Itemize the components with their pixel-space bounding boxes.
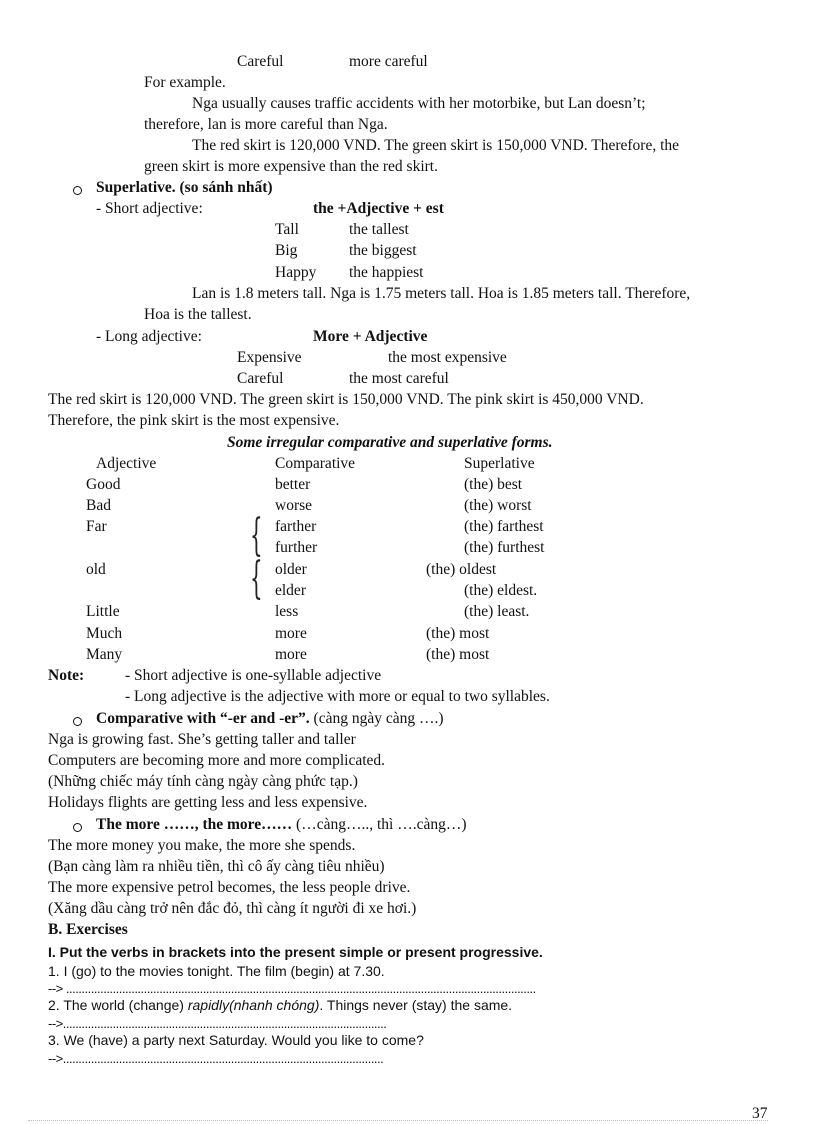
short-adj-word: Tall xyxy=(275,221,299,238)
exercise-question-2 xyxy=(48,995,512,1015)
irregular-sup: (the) most xyxy=(426,646,490,663)
long-example-line-a: The red skirt is 120,000 VND. The green skirt is 150,000 VND. The pink skirt is 450,000 VND. xyxy=(48,391,644,408)
irregular-sup: (the) worst xyxy=(464,497,532,514)
irregular-adj: old xyxy=(86,561,106,578)
comparative-er-example: Nga is growing fast. She’s getting taller and taller xyxy=(48,731,356,748)
long-adj-superlative: the most careful xyxy=(349,370,449,387)
irregular-sup: (the) oldest xyxy=(426,561,497,578)
irregular-adj: Little xyxy=(86,603,120,620)
irregular-comp: more xyxy=(275,646,307,663)
the-more-example: (Xăng dầu càng trở nên đắc đỏ, thì càng ít người đi xe hơi.) xyxy=(48,900,417,917)
exercise-question-1: 1. I (go) to the movies tonight. The film (begin) at 7.30. xyxy=(48,963,385,979)
irregular-comp: elder xyxy=(275,582,306,599)
word-careful: Careful xyxy=(237,53,284,70)
exercises-section-title: B. Exercises xyxy=(48,921,128,938)
the-more-example: The more money you make, the more she spends. xyxy=(48,837,356,854)
irregular-adj: Far xyxy=(86,518,107,535)
long-adj-word: Expensive xyxy=(237,349,302,366)
irregular-sup: (the) furthest xyxy=(464,539,545,556)
irregular-comp: worse xyxy=(275,497,313,514)
irregular-adj: Bad xyxy=(86,497,111,514)
answer-line-2[interactable]: -->........................................................................................................ xyxy=(48,1016,387,1031)
answer-line-1[interactable]: --> ....................................................................................................................................................... xyxy=(48,981,536,996)
example-1-line-a: Nga usually causes traffic accidents with her motorbike, but Lan doesn’t; xyxy=(192,95,646,112)
long-adj-word: Careful xyxy=(237,370,284,387)
comparative-er-gloss: (càng ngày càng ….) xyxy=(309,710,444,727)
short-adj-superlative: the tallest xyxy=(349,221,409,238)
irregular-comp: more xyxy=(275,625,307,642)
short-adj-word: Big xyxy=(275,242,298,259)
irregular-adj: Much xyxy=(86,625,123,642)
bullet-icon xyxy=(73,823,82,832)
bullet-icon xyxy=(73,186,82,195)
irregular-comp: further xyxy=(275,539,318,556)
irregular-sup: (the) best xyxy=(464,476,523,493)
note-label: Note: xyxy=(48,667,85,684)
answer-line-3[interactable]: -->....................................................................................................... xyxy=(48,1051,384,1066)
the-more-example: The more expensive petrol becomes, the less people drive. xyxy=(48,879,411,896)
irregular-sup: (the) most xyxy=(426,625,490,642)
example-2-line-a: The red skirt is 120,000 VND. The green skirt is 150,000 VND. Therefore, the xyxy=(192,137,680,154)
the-more-heading: The more ……, the more…… xyxy=(96,816,293,833)
long-adj-superlative: the most expensive xyxy=(388,349,507,366)
irregular-comp: less xyxy=(275,603,299,620)
q2-text-a: 2. The world (change) xyxy=(48,997,188,1013)
the-more-heading-line xyxy=(96,815,467,835)
for-example-label: For example. xyxy=(144,74,226,91)
irregular-adj: Good xyxy=(86,476,121,493)
page-number: 37 xyxy=(752,1105,768,1122)
col-header-comparative: Comparative xyxy=(275,455,356,472)
brace-icon: { xyxy=(250,553,263,604)
irregular-comp: farther xyxy=(275,518,317,535)
irregular-sup: (the) farthest xyxy=(464,518,544,535)
short-adj-superlative: the biggest xyxy=(349,242,417,259)
word-more-careful: more careful xyxy=(349,53,428,70)
comparative-er-heading: Comparative with “-er and -er”. xyxy=(96,710,310,727)
exercise-question-3: 3. We (have) a party next Saturday. Would you like to come? xyxy=(48,1032,424,1048)
long-adjective-formula: More + Adjective xyxy=(313,328,428,345)
short-adj-superlative: the happiest xyxy=(349,264,424,281)
brace-icon: { xyxy=(250,510,263,561)
exercise-instruction: I. Put the verbs in brackets into the present simple or present progressive. xyxy=(48,944,543,960)
short-adj-word: Happy xyxy=(275,264,317,281)
comparative-er-example: Holidays flights are getting less and less expensive. xyxy=(48,794,368,811)
short-example-line-a: Lan is 1.8 meters tall. Nga is 1.75 meters tall. Hoa is 1.85 meters tall. Therefore, xyxy=(192,285,691,302)
long-example-line-b: Therefore, the pink skirt is the most expensive. xyxy=(48,412,340,429)
irregular-adj: Many xyxy=(86,646,123,663)
comparative-er-example: Computers are becoming more and more complicated. xyxy=(48,752,386,769)
irregular-comp: older xyxy=(275,561,307,578)
col-header-superlative: Superlative xyxy=(464,455,535,472)
the-more-example: (Bạn càng làm ra nhiều tiền, thì cô ấy càng tiêu nhiều) xyxy=(48,858,385,875)
irregular-forms-title: Some irregular comparative and superlative forms. xyxy=(227,434,553,451)
short-example-line-b: Hoa is the tallest. xyxy=(144,306,252,323)
note-line-1: - Short adjective is one-syllable adjective xyxy=(125,667,382,684)
col-header-adjective: Adjective xyxy=(96,455,157,472)
short-adjective-formula: the +Adjective + est xyxy=(313,200,444,217)
irregular-sup: (the) eldest. xyxy=(464,582,538,599)
irregular-comp: better xyxy=(275,476,311,493)
the-more-gloss: (…càng….., thì ….càng…) xyxy=(292,816,467,833)
short-adjective-label: - Short adjective: xyxy=(96,200,203,217)
q2-text-b: . Things never (stay) the same. xyxy=(319,997,513,1013)
q2-text-italic: rapidly(nhanh chóng) xyxy=(187,997,320,1013)
example-2-line-b: green skirt is more expensive than the red skirt. xyxy=(144,158,438,175)
long-adjective-label: - Long adjective: xyxy=(96,328,202,345)
bullet-icon xyxy=(73,717,82,726)
comparative-er-heading-line xyxy=(96,709,444,729)
comparative-er-example: (Những chiếc máy tính càng ngày càng phức tạp.) xyxy=(48,773,358,790)
superlative-heading: Superlative. (so sánh nhất) xyxy=(96,179,273,196)
note-line-2: - Long adjective is the adjective with more or equal to two syllables. xyxy=(125,688,550,705)
irregular-sup: (the) least. xyxy=(464,603,530,620)
example-1-line-b: therefore, lan is more careful than Nga. xyxy=(144,116,388,133)
footer-divider xyxy=(28,1120,768,1121)
